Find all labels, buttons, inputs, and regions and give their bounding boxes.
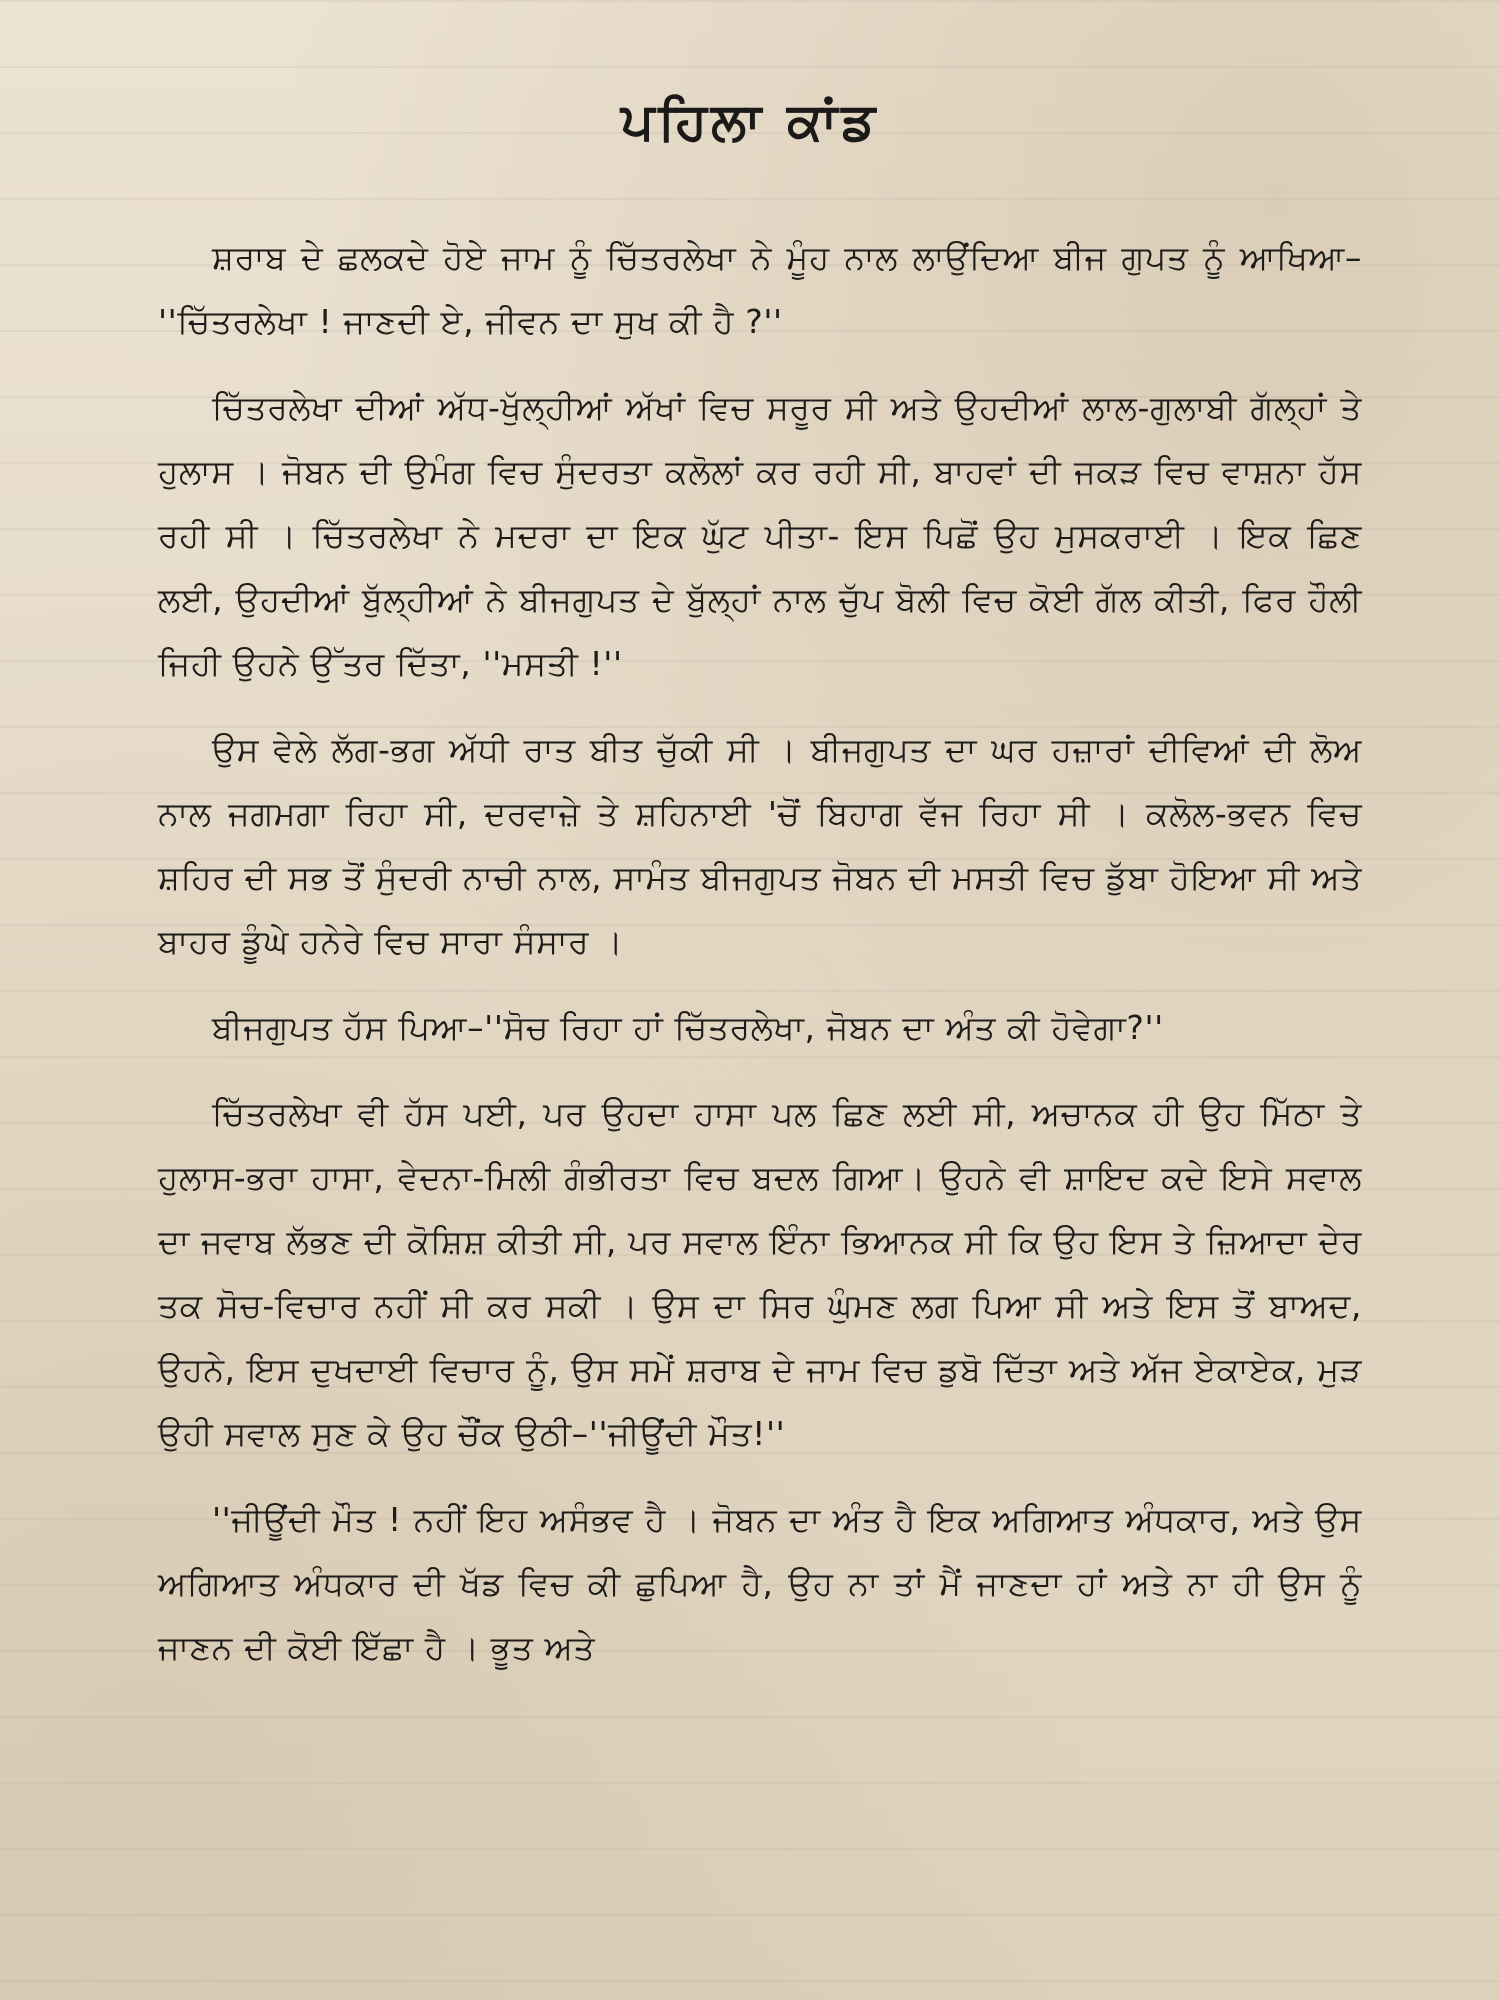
paragraph: ਉਸ ਵੇਲੇ ਲੱਗ-ਭਗ ਅੱਧੀ ਰਾਤ ਬੀਤ ਚੁੱਕੀ ਸੀ । ਬੀਜਗੁਪਤ ਦਾ ਘਰ ਹਜ਼ਾਰਾਂ ਦੀਵਿਆਂ ਦੀ ਲੋਅ ਨਾਲ ਜਗਮਗਾ ਰਿਹਾ ਸੀ, ਦਰਵਾਜ਼ੇ ਤੇ ਸ਼ਹਿਨਾਈ 'ਚੋਂ ਬਿਹਾਗ ਵੱਜ ਰਿਹਾ ਸੀ । ਕਲੋਲ-ਭਵਨ ਵਿਚ ਸ਼ਹਿਰ ਦੀ ਸਭ ਤੋਂ ਸੁੰਦਰੀ ਨਾਚੀ ਨਾਲ, ਸਾਮੰਤ ਬੀਜਗੁਪਤ ਜੋਬਨ ਦੀ ਮਸਤੀ ਵਿਚ ਡੁੱਬਾ ਹੋਇਆ ਸੀ ਅਤੇ ਬਾਹਰ ਡੂੰਘੇ ਹਨੇਰੇ ਵਿਚ ਸਾਰਾ ਸੰਸਾਰ । (158, 730, 1362, 961)
paragraph: ਬੀਜਗੁਪਤ ਹੱਸ ਪਿਆ–''ਸੋਚ ਰਿਹਾ ਹਾਂ ਚਿੱਤਰਲੇਖਾ, ਜੋਬਨ ਦਾ ਅੰਤ ਕੀ ਹੋਵੇਗਾ?'' (212, 1008, 1164, 1047)
body-text (158, 226, 1362, 1702)
paragraph: ਸ਼ਰਾਬ ਦੇ ਛਲਕਦੇ ਹੋਏ ਜਾਮ ਨੂੰ ਚਿੱਤਰਲੇਖਾ ਨੇ ਮੂੰਹ ਨਾਲ ਲਾਉਂਦਿਆ ਬੀਜ ਗੁਪਤ ਨੂੰ ਆਖਿਆ– ''ਚਿੱਤਰਲੇਖਾ ! ਜਾਣਦੀ ਏ, ਜੀਵਨ ਦਾ ਸੁਖ ਕੀ ਹੈ ?'' (158, 238, 1362, 341)
paragraph: ਚਿੱਤਰਲੇਖਾ ਦੀਆਂ ਅੱਧ-ਖੁੱਲ੍ਹੀਆਂ ਅੱਖਾਂ ਵਿਚ ਸਰੂਰ ਸੀ ਅਤੇ ਉਹਦੀਆਂ ਲਾਲ-ਗੁਲਾਬੀ ਗੱਲ੍ਹਾਂ ਤੇ ਹੁਲਾਸ । ਜੋਬਨ ਦੀ ਉਮੰਗ ਵਿਚ ਸੁੰਦਰਤਾ ਕਲੋਲਾਂ ਕਰ ਰਹੀ ਸੀ, ਬਾਹਵਾਂ ਦੀ ਜਕੜ ਵਿਚ ਵਾਸ਼ਨਾ ਹੱਸ ਰਹੀ ਸੀ । ਚਿੱਤਰਲੇਖਾ ਨੇ ਮਦਰਾ ਦਾ ਇਕ ਘੁੱਟ ਪੀਤਾ- ਇਸ ਪਿਛੋਂ ਉਹ ਮੁਸਕਰਾਈ । ਇਕ ਛਿਣ ਲਈ, ਉਹਦੀਆਂ ਬੁੱਲ੍ਹੀਆਂ ਨੇ ਬੀਜਗੁਪਤ ਦੇ ਬੁੱਲ੍ਹਾਂ ਨਾਲ ਚੁੱਪ ਬੋਲੀ ਵਿਚ ਕੋਈ ਗੱਲ ਕੀਤੀ, ਫਿਰ ਹੌਲੀ ਜਿਹੀ ਉਹਨੇ ਉੱਤਰ ਦਿੱਤਾ, ''ਮਸਤੀ !'' (158, 388, 1362, 683)
chapter-title: ਪਹਿਲਾ ਕਾਂਡ (620, 92, 880, 152)
paragraph: ''ਜੀਊਂਦੀ ਮੌਤ ! ਨਹੀਂ ਇਹ ਅਸੰਭਵ ਹੈ । ਜੋਬਨ ਦਾ ਅੰਤ ਹੈ ਇਕ ਅਗਿਆਤ ਅੰਧਕਾਰ, ਅਤੇ ਉਸ ਅਗਿਆਤ ਅੰਧਕਾਰ ਦੀ ਖੱਡ ਵਿਚ ਕੀ ਛੁਪਿਆ ਹੈ, ਉਹ ਨਾ ਤਾਂ ਮੈਂ ਜਾਣਦਾ ਹਾਂ ਅਤੇ ਨਾ ਹੀ ਉਸ ਨੂੰ ਜਾਣਨ ਦੀ ਕੋਈ ਇੱਛਾ ਹੈ । ਭੂਤ ਅਤੇ (158, 1500, 1362, 1667)
paragraph: ਚਿੱਤਰਲੇਖਾ ਵੀ ਹੱਸ ਪਈ, ਪਰ ਉਹਦਾ ਹਾਸਾ ਪਲ ਛਿਣ ਲਈ ਸੀ, ਅਚਾਨਕ ਹੀ ਉਹ ਮਿੱਠਾ ਤੇ ਹੁਲਾਸ-ਭਰਾ ਹਾਸਾ, ਵੇਦਨਾ-ਮਿਲੀ ਗੰਭੀਰਤਾ ਵਿਚ ਬਦਲ ਗਿਆ। ਉਹਨੇ ਵੀ ਸ਼ਾਇਦ ਕਦੇ ਇਸੇ ਸਵਾਲ ਦਾ ਜਵਾਬ ਲੱਭਣ ਦੀ ਕੋਸ਼ਿਸ਼ ਕੀਤੀ ਸੀ, ਪਰ ਸਵਾਲ ਇੰਨਾ ਭਿਆਨਕ ਸੀ ਕਿ ਉਹ ਇਸ ਤੇ ਜ਼ਿਆਦਾ ਦੇਰ ਤਕ ਸੋਚ-ਵਿਚਾਰ ਨਹੀਂ ਸੀ ਕਰ ਸਕੀ । ਉਸ ਦਾ ਸਿਰ ਘੁੰਮਣ ਲਗ ਪਿਆ ਸੀ ਅਤੇ ਇਸ ਤੋਂ ਬਾਅਦ, ਉਹਨੇ, ਇਸ ਦੁਖਦਾਈ ਵਿਚਾਰ ਨੂੰ, ਉਸ ਸਮੇਂ ਸ਼ਰਾਬ ਦੇ ਜਾਮ ਵਿਚ ਡੁਬੋ ਦਿੱਤਾ ਅਤੇ ਅੱਜ ਏਕਾਏਕ, ਮੁੜ ਉਹੀ ਸਵਾਲ ਸੁਣ ਕੇ ਉਹ ਚੌਂਕ ਉਠੀ–''ਜੀਊਂਦੀ ਮੌਤ!'' (158, 1094, 1362, 1453)
